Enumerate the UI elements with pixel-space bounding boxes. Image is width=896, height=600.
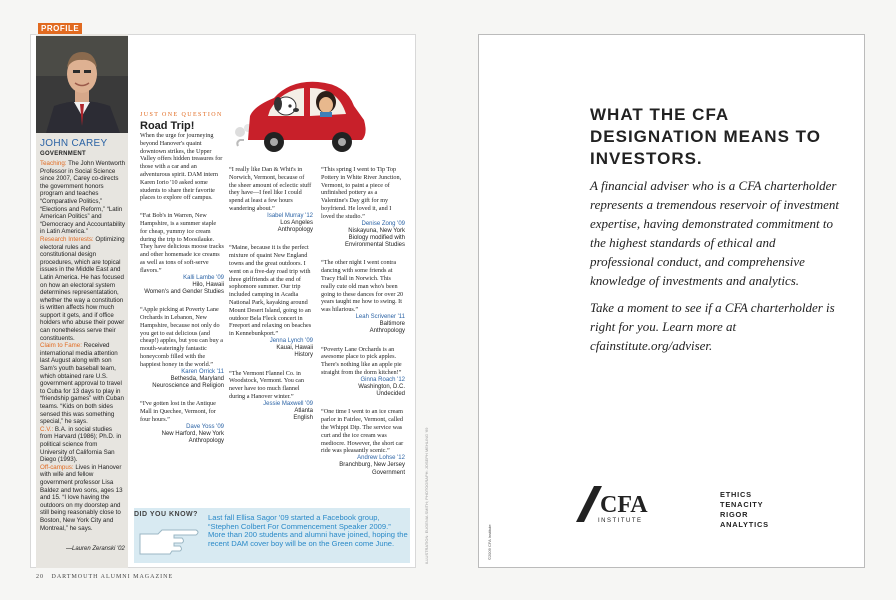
quote-name: Jenna Lynch '09 (269, 337, 313, 344)
article-intro: When the urge for journeying beyond Hanover's quaint downtown strikes, the Upper Valley offers hidden treasures for those with a car and an adventurous spirit. DAM intern Karen Iorio '10 asked some students to share their favorite places to explore off campus. (140, 132, 223, 202)
profile-name: JOHN CAREY (40, 138, 108, 149)
bio-label: Claim to Fame: (40, 342, 82, 350)
quote-text: “Poverty Lane Orchards is an awesome place to pick apples. There's nothing like an apple pie straight from the dorm kitchen!” (321, 345, 402, 376)
bio-text: The John Wentworth Professor in Social Science since 2007, Carey co-directs the government honors program and teaches “Comparative Politics,” “Elections and Reform,” “Latin American Politics” and “Democracy and Accountability in Latin America.” (40, 160, 126, 236)
portrait-photo (36, 36, 128, 133)
quote-place: Bethesda, Maryland (170, 375, 224, 382)
quote-text: “One time I went to an ice cream parlor in Fairlee, Vermont, called the Whippi Dip. The service was curt and the ice cream was mediocre. However, the short car ride was pleasantly scenic.” (321, 408, 404, 455)
cfa-logo-icon (574, 484, 658, 524)
bio-paragraph (40, 160, 126, 236)
quote-text: “This spring I went to Tip Top Pottery in White River Junction, Vermont, to paint a piece of unfinished pottery as a Valentine's Day gift for my boyfriend. He loved it, and I loved the studio.” (321, 166, 402, 220)
quote-attribution (229, 401, 313, 423)
article-column-1 (140, 132, 224, 445)
quote-name: Isabel Murray '12 (267, 212, 313, 219)
quote-place: Baltimore (379, 321, 405, 328)
value-item: RIGOR (720, 510, 749, 519)
quote-text: “Fat Bob's in Warren, New Hampshire, is a summer staple for cheap, yummy ice cream during the trip to Moosilauke. They have delicious moose tracks and other homemade ice creams as well as tons of soft-serve flavors.” (140, 212, 224, 274)
quote-major: Government (371, 469, 405, 476)
bio-text: Lives in Hanover with wife and fellow government professor Lisa Baldez and two sons, ages 13 and 15. “I love having the outdoors on my doorstep and still being reasonably close to Boston, New York City and Montreal,” he says. (40, 463, 123, 532)
quote-major: Undecided (376, 391, 405, 398)
quote-attribution (229, 338, 313, 360)
quote-place: New Harford, New York (161, 430, 224, 437)
bio-paragraph (40, 426, 126, 464)
did-you-know-text: Last fall Ellisa Sagor '09 started a Facebook group, “Stephen Colbert For Commencement Speaker 2009.” More than 200 students and alumni have joined, hoping the recent DAM cover boy will be on the Green come June. (208, 513, 408, 548)
cfa-logo (574, 484, 658, 524)
bio-label: Research Interests: (40, 235, 94, 243)
quote-place: Hilo, Hawaii (192, 281, 224, 288)
profile-tab-label: PROFILE (38, 23, 82, 34)
quote-major: Anthropology (188, 437, 224, 444)
quote-name: Denise Zong '09 (361, 220, 405, 227)
bio-text: Optimizing electoral rules and constitutional design procedures, which are topical issues in the Middle East and Latin America. He has focused on how an electoral system determines representatation, whether the way a constitution is written affects how much support it gets, and if office holders who abuse their power can nonetheless serve their constituents. (40, 235, 125, 342)
bio-paragraph (40, 464, 126, 532)
quote-major: History (294, 352, 313, 359)
quote-text: “The Vermont Flannel Co. in Woodstock, Vermont. You can never have too much flannel during a Hanover winter.” (229, 369, 305, 400)
pointing-hand-icon (138, 524, 202, 558)
quote-text: “I've gotten lost in the Antique Mall in Quechee, Vermont, for four hours.” (140, 400, 216, 423)
ad-body (590, 176, 840, 363)
quote-place: Washington, D.C. (358, 383, 405, 390)
quote-major: English (293, 415, 313, 422)
quote-text: “Apple picking at Poverty Lane Orchards in Lebanon, New Hampshire, because not only do you get to eat delicious (and cheap!) apples, but you can buy a mouth-wateringly fantastic honeycomb filled with the happiest honey in the world.” (140, 306, 223, 368)
quote-major: Anthropology (277, 227, 313, 234)
quote-attribution (140, 424, 224, 446)
quote-name: Leah Scrivener '11 (355, 313, 405, 320)
quote-name: Jessie Maxwell '09 (263, 400, 313, 407)
bio-label: Off-campus: (40, 463, 74, 471)
quote-name: Ginna Roach '12 (360, 376, 405, 383)
bio-paragraph (40, 236, 126, 342)
quote-place: Atlanta (294, 407, 313, 414)
bio-text: B.A. in social studies from Harvard (1986); Ph.D. in political science from University of California San Diego (1993). (40, 425, 122, 464)
portrait-icon (36, 36, 128, 133)
profile-credit: —Lauren Zeranski '02 (66, 546, 125, 552)
quote-text: “The other night I went contra dancing with some friends at Tracy Hall in Norwich. This really cute old man who's been going to these dances for over 20 years taught me how to swing. It was hilarious.” (321, 259, 404, 314)
quote-attribution (321, 377, 405, 399)
folio (36, 574, 173, 580)
quote-attribution (140, 275, 224, 297)
quote-place: Kauai, Hawaii (276, 345, 313, 352)
quote-name: Kalli Lambe '09 (183, 274, 224, 281)
bio-label: Teaching: (40, 160, 67, 167)
cfa-logo-text: CFA (600, 492, 648, 518)
magazine-name: DARTMOUTH ALUMNI MAGAZINE (51, 574, 174, 580)
article-column-2 (229, 166, 313, 432)
quote-attribution (321, 314, 405, 336)
ad-headline: WHAT THE CFA DESIGNATION MEANS TO INVESTORS. (590, 105, 821, 168)
quote-name: Dave Yoss '09 (186, 423, 224, 430)
bio-label: C.V.: (40, 425, 54, 433)
quote-major: Women's and Gender Studies (144, 288, 224, 295)
quote-name: Karen Orrick '11 (181, 368, 224, 375)
quote-place: Los Angeles (280, 219, 313, 226)
quote-place: Branchburg, New Jersey (339, 462, 405, 469)
value-item: ETHICS (720, 490, 752, 499)
value-item: ANALYTICS (720, 520, 769, 529)
quote-text: “I really like Dan & Whit's in Norwich, Vermont, because of the sheer amount of eclectic stuff they have—I feel like I could spend at least a few hours wandering about.” (229, 166, 312, 212)
did-you-know-label: DID YOU KNOW? (134, 511, 198, 518)
quote-text: “Maine, because it is the perfect mixture of quaint New England towns and the great outdoors. I went on a five-day road trip with three girlfriends at the end of sophomore summer. Our trip included camping in Acadia National Park, kayaking around Mount Desert Island, going to an outdoor Bela Fleck concert in Freeport and relaxing on beaches in Kennebunkport.” (229, 244, 312, 338)
ad-body-text: A financial adviser who is a CFA charterholder represents a tremendous reservoir of investment expertise, having demonstrated commitment to the highest standards of ethical and professional conduct, and comprehensive knowledge of investments and analytics. (590, 178, 839, 288)
quote-major: Neuroscience and Religion (152, 382, 224, 389)
cfa-values (720, 490, 769, 530)
article-column-3 (321, 166, 405, 477)
quote-place: Niskayuna, New York (348, 227, 405, 234)
profile-department: GOVERNMENT (40, 151, 87, 157)
bio-paragraph (40, 342, 126, 426)
bio-text: Received international media attention last August along with son Sam's youth baseball team, which obtained rare U.S. government approval to travel to Cuba for 13 days to play in “friendship games” with Cuban teams. “Kids on both sides sensed this was something special,” he says. (40, 342, 124, 426)
profile-bio (40, 160, 126, 532)
ad-copyright: ©2009 CFA Institute (487, 524, 492, 560)
quote-attribution (140, 369, 224, 391)
article-headline: Road Trip! (140, 120, 195, 132)
page-number: 20 (36, 574, 44, 580)
value-item: TENACITY (720, 500, 764, 509)
quote-major: Anthropology (369, 328, 405, 335)
profile-tab (38, 24, 82, 33)
quote-major: Biology modified with Environmental Studies (344, 234, 405, 249)
car-illustration-icon (234, 76, 370, 160)
quote-attribution (321, 455, 405, 477)
quote-name: Andrew Lohse '12 (357, 455, 405, 462)
quote-attribution (229, 213, 313, 235)
article-kicker: JUST ONE QUESTION (140, 112, 223, 118)
cfa-logo-subtext: INSTITUTE (598, 518, 643, 524)
quote-attribution (321, 221, 405, 250)
photo-credit: ILLUSTRATION: EUGENIA SMITH; PHOTOGRAPH: JOSEPH MEHLING '69 (424, 427, 429, 564)
ad-cta-text: Take a moment to see if a CFA charterholder is right for you. Learn more at cfainstitute.org/adviser. (590, 300, 835, 353)
